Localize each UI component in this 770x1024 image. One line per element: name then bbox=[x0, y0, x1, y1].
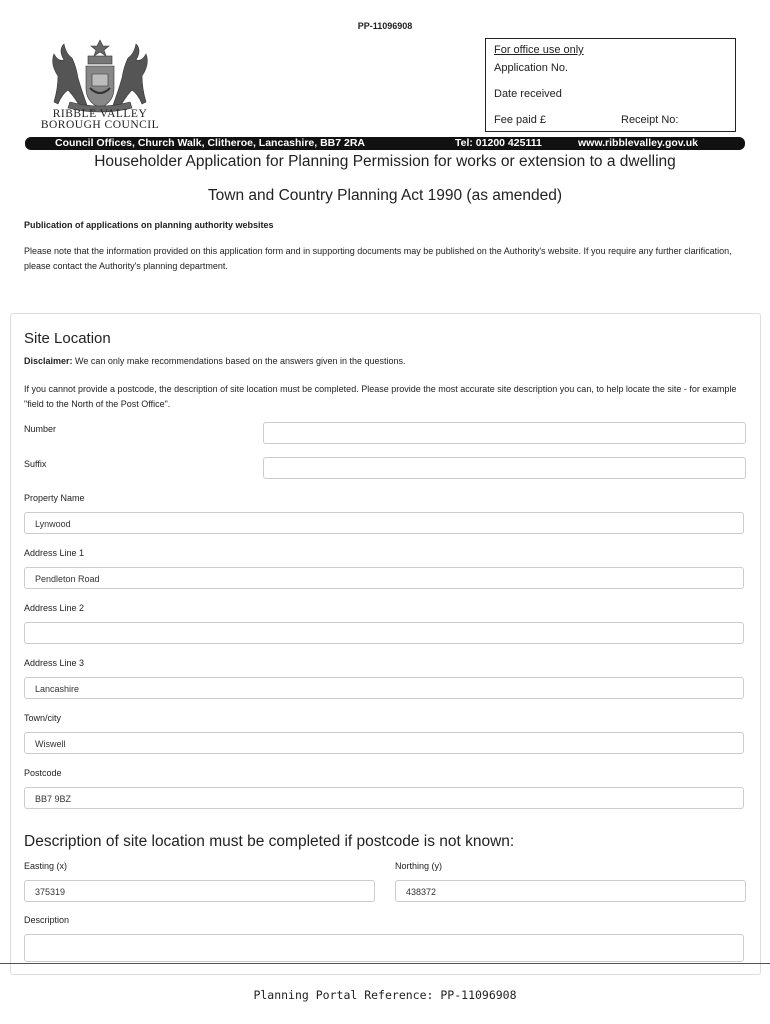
number-label: Number bbox=[24, 424, 57, 434]
form-title: Householder Application for Planning Permission for works or extension to a dwelling bbox=[94, 153, 676, 170]
publication-text: Please note that the information provided on this application form and in supporting documents may be published on the Authority's website. If you require any further clarification, please contact the Authority's planning department. bbox=[24, 246, 732, 271]
number-field[interactable] bbox=[263, 422, 746, 444]
council-name: RIBBLE VALLEY BOROUGH COUNCIL bbox=[40, 108, 160, 131]
council-address: Council Offices, Church Walk, Clitheroe, Lancashire, BB7 2RA bbox=[55, 137, 366, 149]
disclaimer-label: Disclaimer: bbox=[24, 356, 73, 366]
easting-label: Easting (x) bbox=[24, 861, 68, 871]
property-name-field[interactable]: Lynwood bbox=[24, 512, 744, 534]
office-use-title: For office use only bbox=[494, 44, 584, 56]
site-location-heading: Site Location bbox=[24, 330, 111, 347]
council-telephone: Tel: 01200 425111 bbox=[455, 137, 542, 149]
town-city-field[interactable]: Wiswell bbox=[24, 732, 744, 754]
description-label: Description bbox=[24, 915, 70, 925]
suffix-field[interactable] bbox=[263, 457, 746, 479]
reference-number: PP-11096908 bbox=[357, 21, 413, 31]
council-website[interactable]: www.ribblevalley.gov.uk bbox=[578, 137, 699, 149]
description-field[interactable] bbox=[24, 934, 744, 962]
receipt-no-label: Receipt No: bbox=[621, 114, 679, 126]
postcode-label: Postcode bbox=[24, 768, 62, 778]
address-line-1-field[interactable]: Pendleton Road bbox=[24, 567, 744, 589]
site-location-panel bbox=[10, 313, 761, 975]
address-line-3-field[interactable]: Lancashire bbox=[24, 677, 744, 699]
suffix-label: Suffix bbox=[24, 459, 47, 469]
address-line-2-field[interactable] bbox=[24, 622, 744, 644]
form-subtitle: Town and Country Planning Act 1990 (as amended) bbox=[207, 187, 563, 204]
disclaimer-text: We can only make recommendations based on the answers given in the questions. bbox=[72, 356, 406, 366]
address-line-1-label: Address Line 1 bbox=[24, 548, 85, 558]
fee-paid-label: Fee paid £ bbox=[494, 114, 546, 126]
publication-heading: Publication of applications on planning authority websites bbox=[24, 220, 274, 230]
northing-label: Northing (y) bbox=[395, 861, 443, 871]
property-name-label: Property Name bbox=[24, 493, 85, 503]
address-line-2-label: Address Line 2 bbox=[24, 603, 85, 613]
town-city-label: Town/city bbox=[24, 713, 62, 723]
site-location-info: If you cannot provide a postcode, the description of site location must be completed. Please provide the most accurate site description you can, to help locate the site - for example "field to the North of the Post Office". bbox=[24, 384, 737, 409]
postcode-field[interactable]: BB7 9BZ bbox=[24, 787, 744, 809]
footer-reference: Planning Portal Reference: PP-11096908 bbox=[253, 988, 517, 1002]
contact-bar bbox=[25, 137, 745, 150]
office-use-box bbox=[485, 38, 736, 132]
northing-field[interactable]: 438372 bbox=[395, 880, 746, 902]
date-received-label: Date received bbox=[494, 88, 562, 100]
address-line-3-label: Address Line 3 bbox=[24, 658, 85, 668]
description-heading: Description of site location must be completed if postcode is not known: bbox=[24, 833, 515, 850]
disclaimer bbox=[24, 356, 406, 366]
page-divider bbox=[0, 963, 770, 964]
easting-field[interactable]: 375319 bbox=[24, 880, 375, 902]
application-no-label: Application No. bbox=[494, 62, 568, 74]
